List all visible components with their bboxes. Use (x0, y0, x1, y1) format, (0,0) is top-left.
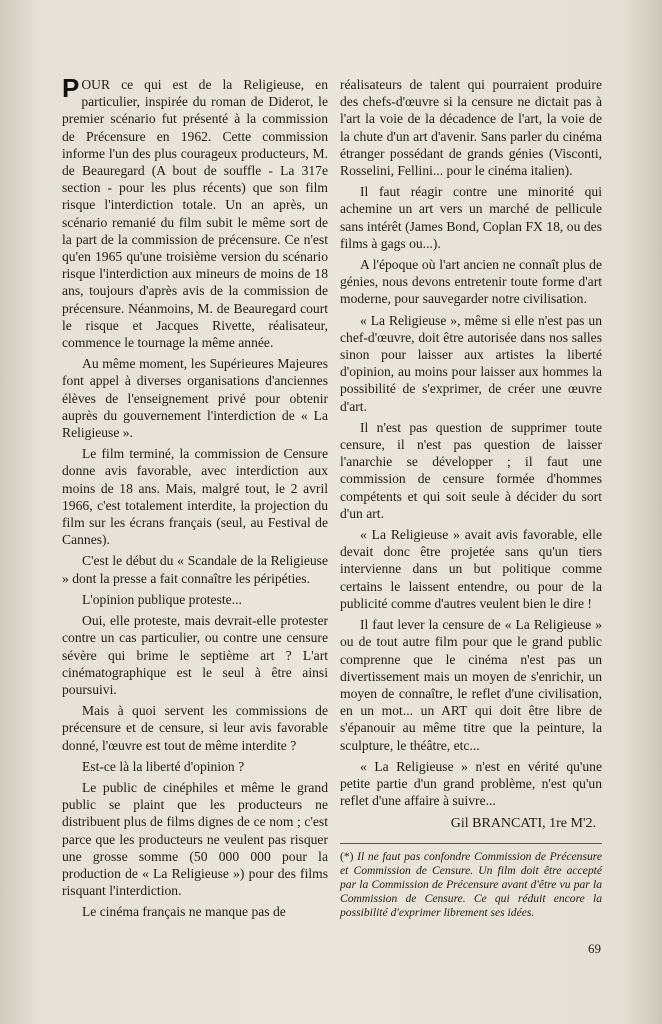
paragraph: L'opinion publique proteste... (82, 591, 242, 607)
paragraph: Il n'est pas question de supprimer toute censure, il n'est pas question de laisser l'anarchie se développer ; il faut une commission de censure formée d'hommes compétents et qui soit seule à décider du sort d'un art. (340, 419, 602, 521)
paragraph (62, 73, 328, 351)
paragraph: Le public de cinéphiles et même le grand public se plaint que les producteurs ne distribuent plus de films dignes de ce nom ; c'est parce que les producteurs ne veulent pas risquer une grosse somme (50 000 000 pour la production de « La Religieuse ») pour des films risquant l'interdiction. (62, 779, 328, 899)
right-column (340, 76, 602, 921)
paragraph: « La Religieuse » n'est en vérité qu'une petite partie d'un grand problème, n'est qu'un reflet d'une affaire à suivre... (340, 758, 602, 809)
paragraph: Au même moment, les Supérieures Majeures font appel à diverses organisations d'anciennes élèves de l'enseignement privé pour obtenir auprès du gouvernement l'interdiction de « La Religieuse ». (62, 356, 328, 441)
drop-cap: P (62, 73, 80, 103)
paragraph: Est-ce là la liberté d'opinion ? (82, 758, 245, 774)
footnote-text: Il ne faut pas confondre Commission de Précensure et Commission de Censure. Un film doit être accepté par la Commission de Précensure avant d'être vu par la Commission de Censure. Ce qui réduit encore la possibilité d'exprimer librement ses idées. (340, 849, 602, 920)
paragraph: Le film terminé, la commission de Censure donne avis favorable, avec interdiction aux moins de 18 ans. Mais, malgré tout, le 2 avril 1966, c'est totalement interdite, la projection du film sur les écrans français (seul, au Festival de Cannes). (62, 446, 328, 548)
footnote-mark: (*) (340, 849, 354, 863)
paragraph: C'est le début du « Scandale de la Religieuse » dont la presse a fait connaître les péripéties. (62, 553, 328, 586)
paragraph: Oui, elle proteste, mais devrait-elle protester contre un cas particulier, ou contre une censure sévère qui brime le septième art ? L'art cinématographique est le seul à être ainsi poursuivi. (62, 613, 328, 697)
paragraph: Le cinéma français ne manque pas de (82, 904, 286, 920)
paragraph: réalisateurs de talent qui pourraient produire des chefs-d'œuvre si la censure ne dictait pas à l'art la voie de la décadence de l'art, la voie de la chute d'un art d'avenir. Sans parler du cinéma étranger possédant de grands génies (Visconti, Rosselini, Fellini... pour le cinéma italien). (340, 77, 602, 179)
footnote (340, 843, 602, 921)
paragraph: « La Religieuse », même si elle n'est pas un chef-d'œuvre, doit être autorisée dans nos salles sinon pour laisser aux artistes la liberté d'opinion, au moins pour laisser aux hommes la possibilité de s'exprimer, de créer une œuvre d'art. (340, 312, 602, 414)
page-number: 69 (588, 941, 601, 956)
paragraph: Mais à quoi servent les commissions de précensure et de censure, si leur avis favorable donné, l'œuvre est tout de même interdite ? (62, 703, 328, 753)
paragraph: Il faut réagir contre une minorité qui achemine un art vers un marché de pellicule sans intérêt (James Bond, Coplan FX 18, ou des films à gags ou...). (340, 184, 602, 251)
paragraph: « La Religieuse » avait avis favorable, elle devait donc être projetée sans qu'un tiers intervienne dans un but politique comme certains le laissent entendre, ou pour de la publicité comme d'autres veulent bien le dire ! (340, 527, 602, 611)
paragraph-text: OUR ce qui est de la Religieuse, en particulier, inspirée du roman de Diderot, le premier scénario fut présenté à la commission de Précensure en 1962. Cette commission informe l'un des plus courageux producteurs, M. de Beauregard (A bout de souffle - La 317e section - pour les plus récents) que son film risque l'interdiction totale. Un an après, un scénario remanié du film subit le même sort de la part de la commission de précensure. Ce n'est qu'en 1965 qu'une troisième version du scénario risque l'interdiction aux mineurs de moins de 18 ans, toujours d'après avis de la commission de précensure. Néanmoins, M. de Beauregard court le risque et Jacques Rivette, réalisateur, commence le tournage la même année. (62, 77, 328, 351)
author-signature: Gil BRANCATI, 1re M'2. (450, 816, 596, 832)
paragraph: Il faut lever la censure de « La Religieuse » ou de tout autre film pour que le grand public comprenne que le cinéma n'est pas un divertissement mais un moyen de s'enrichir, un moyen de connaître, le reflet d'une civilisation, en un mot... un ART qui doit être libre de s'épanouir au même titre que la peinture, la sculpture, le théâtre, etc... (340, 617, 602, 753)
left-column (62, 73, 328, 925)
paragraph: A l'époque où l'art ancien ne connaît plus de génies, nous devons entretenir toute forme d'art moderne, pour sauvegarder notre civilisation. (340, 257, 602, 307)
